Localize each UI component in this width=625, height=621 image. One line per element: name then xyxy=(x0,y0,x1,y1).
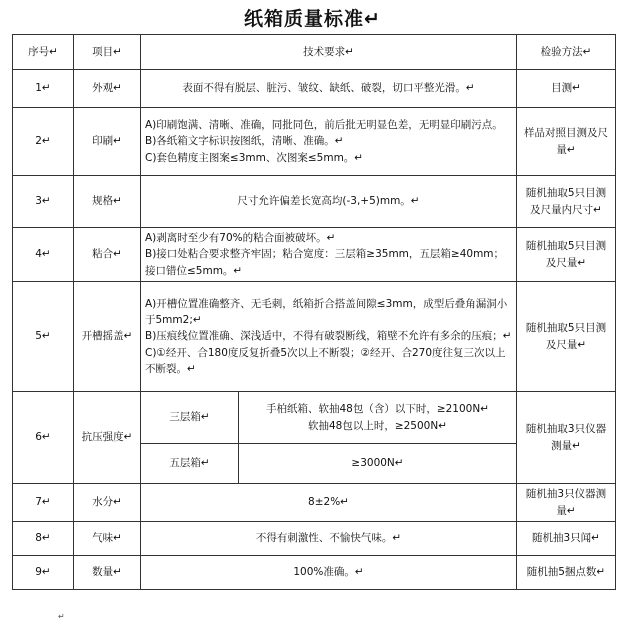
table-row xyxy=(13,176,616,228)
header-item: 项目↵ xyxy=(74,35,141,70)
row-requirement: 尺寸允许偏差长宽高均(-3,+5)mm。↵ xyxy=(141,176,517,228)
row-no: 7↵ xyxy=(13,484,74,522)
document-title: 纸箱质量标准↵ xyxy=(244,8,381,30)
row-item: 气味↵ xyxy=(74,522,141,556)
row-requirement xyxy=(141,228,517,282)
table-row xyxy=(13,70,616,108)
row-item: 印刷↵ xyxy=(74,108,141,176)
table-row xyxy=(13,282,616,392)
requirement-line: A)印刷饱满、清晰、准确，同批同色，前后批无明显色差，无明显印刷污点。 xyxy=(145,119,503,132)
requirement-line: A)剥离时至少有70%的粘合面被破坏。↵ xyxy=(145,232,336,245)
row-no: 3↵ xyxy=(13,176,74,228)
row-item: 规格↵ xyxy=(74,176,141,228)
row-requirement xyxy=(141,108,517,176)
header-requirement: 技术要求↵ xyxy=(141,35,517,70)
row-method: 随机抽3只仪器测量↵ xyxy=(517,484,616,522)
requirement-line: B)各纸箱文字标识按图纸，清晰、准确。↵ xyxy=(145,135,344,148)
header-no: 序号↵ xyxy=(13,35,74,70)
requirement-line: 手柏纸箱、软抽48包（含）以下时，≥2100N↵ xyxy=(265,403,490,416)
requirement-line: C)①经开、合180度反复折叠5次以上不断裂；②经开、合270度往复三次以上不断裂。↵ xyxy=(145,346,506,375)
sub-requirement: ≥3000N↵ xyxy=(239,444,517,484)
row-requirement: 表面不得有脱层、脏污、皱纹、缺纸、破裂，切口平整光滑。↵ xyxy=(141,70,517,108)
sub-requirement xyxy=(239,392,517,444)
row-item: 粘合↵ xyxy=(74,228,141,282)
row-method: 随机抽取5只目测及尺量内尺寸↵ xyxy=(517,176,616,228)
requirement-line: B)接口处粘合要求整齐牢固；粘合宽度：三层箱≥35mm，五层箱≥40mm；接口错位≤5mm。↵ xyxy=(145,248,505,277)
header-row xyxy=(13,35,616,70)
header-method: 检验方法↵ xyxy=(517,35,616,70)
table-row xyxy=(13,522,616,556)
table-row xyxy=(13,556,616,590)
row-item: 数量↵ xyxy=(74,556,141,590)
table-row xyxy=(13,228,616,282)
row-no: 6↵ xyxy=(13,392,74,484)
row-no: 8↵ xyxy=(13,522,74,556)
requirement-line: B)压痕线位置准确、深浅适中，不得有破裂断线，箱壁不允许有多余的压痕；↵ xyxy=(145,330,512,343)
row-method: 随机抽取5只目测及尺量↵ xyxy=(517,282,616,392)
sub-item-three-layer: 三层箱↵ xyxy=(141,392,239,444)
table-row xyxy=(13,392,616,444)
row-requirement xyxy=(141,282,517,392)
row-method: 随机抽3只闻↵ xyxy=(517,522,616,556)
requirement-line: A)开槽位置准确整齐、无毛刺，纸箱折合搭盖间隙≤3mm，成型后叠角漏洞小于5mm2;↵ xyxy=(145,297,508,327)
quality-standard-table xyxy=(12,34,616,590)
table-row xyxy=(13,484,616,522)
row-requirement: 8±2%↵ xyxy=(141,484,517,522)
row-method: 随机抽5捆点数↵ xyxy=(517,556,616,590)
row-method: 随机抽取3只仪器测量↵ xyxy=(517,392,616,484)
row-item: 水分↵ xyxy=(74,484,141,522)
row-no: 4↵ xyxy=(13,228,74,282)
requirement-line: C)套色精度主图案≤3mm、次图案≤5mm。↵ xyxy=(145,151,364,164)
row-method: 样品对照目测及尺量↵ xyxy=(517,108,616,176)
row-item: 开槽摇盖↵ xyxy=(74,282,141,392)
row-no: 1↵ xyxy=(13,70,74,108)
row-method: 随机抽取5只目测及尺量↵ xyxy=(517,228,616,282)
row-item: 抗压强度↵ xyxy=(74,392,141,484)
requirement-line: 软抽48包以上时，≥2500N↵ xyxy=(307,419,448,432)
row-no: 5↵ xyxy=(13,282,74,392)
row-item: 外观↵ xyxy=(74,70,141,108)
row-no: 2↵ xyxy=(13,108,74,176)
paragraph-end-mark: ↵ xyxy=(58,612,65,621)
row-method: 目测↵ xyxy=(517,70,616,108)
table-row xyxy=(13,108,616,176)
row-requirement: 不得有刺激性、不愉快气味。↵ xyxy=(141,522,517,556)
row-no: 9↵ xyxy=(13,556,74,590)
sub-item-five-layer: 五层箱↵ xyxy=(141,444,239,484)
row-requirement: 100%准确。↵ xyxy=(141,556,517,590)
